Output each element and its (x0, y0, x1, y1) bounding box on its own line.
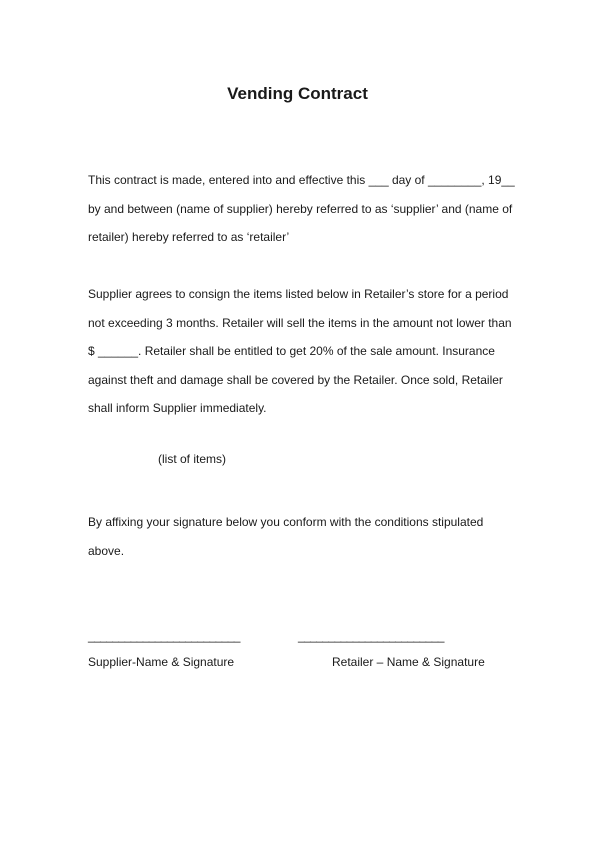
agreement-line: above. (88, 543, 125, 558)
document-title: Vending Contract (227, 84, 368, 103)
intro-line: retailer) hereby referred to as ‘retailer’ (88, 230, 290, 245)
terms-line: not exceeding 3 months. Retailer will sell the items in the amount not lower than (88, 315, 512, 330)
terms-line: $ ______. Retailer shall be entitled to get 20% of the sale amount. Insurance (88, 344, 495, 359)
supplier-signature-line: _________________________ (88, 629, 240, 643)
intro-line: by and between (name of supplier) hereby referred to as ‘supplier’ and (name of (88, 201, 513, 216)
supplier-signature-label: Supplier-Name & Signature (88, 655, 235, 669)
terms-line: against theft and damage shall be covered by the Retailer. Once sold, Retailer (88, 372, 503, 387)
intro-paragraph (88, 166, 528, 252)
terms-line: Supplier agrees to consign the items listed below in Retailer’s store for a period (88, 287, 509, 301)
items-list-placeholder: (list of items) (158, 452, 227, 466)
agreement-line: By affixing your signature below you conform with the conditions stipulated (88, 515, 484, 529)
terms-line: shall inform Supplier immediately. (88, 401, 267, 416)
retailer-signature-line: ________________________ (298, 629, 444, 643)
signature-agreement-paragraph (88, 508, 528, 565)
terms-paragraph (88, 280, 528, 423)
intro-line: This contract is made, entered into and effective this ___ day of ________, 19__ (88, 173, 515, 187)
retailer-signature-label: Retailer – Name & Signature (332, 655, 485, 669)
